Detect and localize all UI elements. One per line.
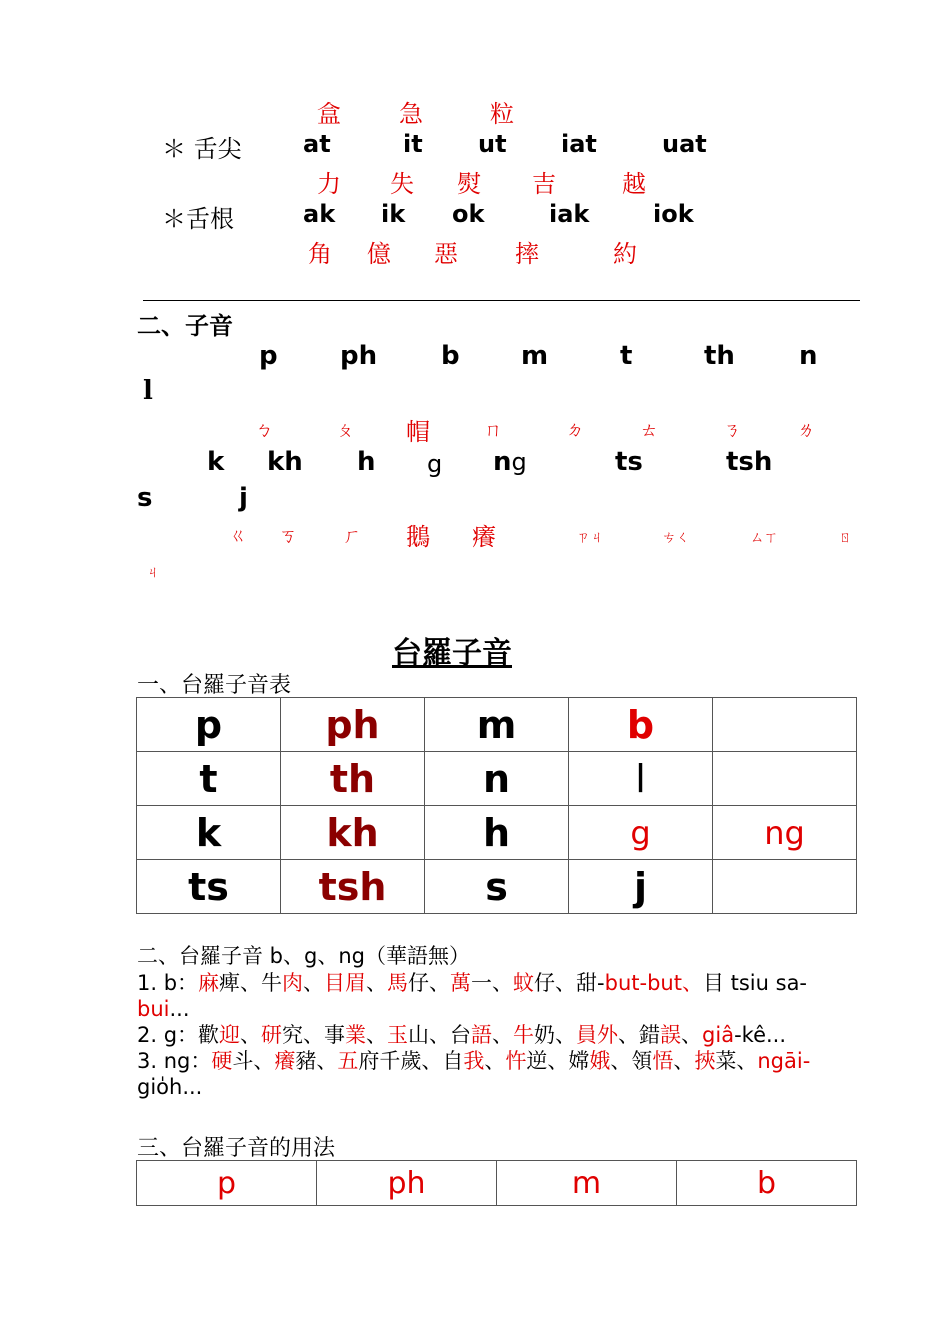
plain-text: 府千歲、自 — [358, 1049, 464, 1073]
consonant: ts — [615, 447, 643, 477]
consonant: b — [441, 341, 460, 371]
final: uat — [662, 130, 707, 158]
example-char: 越 — [622, 170, 646, 198]
final: at — [303, 130, 331, 158]
plain-text: 目 tsiu sa- — [702, 971, 808, 995]
plain-text: 山、台 — [408, 1023, 472, 1047]
example-char: 惡 — [434, 240, 458, 268]
example-char: 粒 — [490, 100, 514, 128]
plain-text: 歡 — [198, 1023, 220, 1047]
plain-text: ... — [169, 997, 190, 1021]
example-words — [137, 997, 190, 1021]
highlight-text: 馬 — [387, 971, 409, 995]
consonant-part: g — [511, 448, 527, 476]
page-title: 台羅子音 — [392, 636, 512, 671]
zhuyin: ㄖ — [838, 530, 852, 546]
final: iok — [653, 200, 694, 228]
plain-text: 、 — [303, 971, 325, 995]
highlight-text: 誤 — [660, 1023, 682, 1047]
consonant: ph — [340, 341, 378, 371]
zhuyin: ㄎ — [279, 526, 297, 547]
highlight-text: 語 — [471, 1023, 493, 1047]
table-row — [137, 806, 857, 860]
table-cell: n — [425, 752, 569, 806]
zhuyin: ㄇ — [484, 420, 502, 441]
zhuyin: ㄉ — [566, 420, 584, 441]
highlight-text: 肉 — [282, 971, 304, 995]
consonant: l — [143, 376, 153, 406]
example-char: 角 — [308, 240, 332, 268]
row-label-tongue-root: ＊舌根 — [162, 205, 234, 233]
final: iak — [549, 200, 590, 228]
zhuyin: ㄌ — [797, 420, 815, 441]
table-cell: ph — [317, 1161, 497, 1206]
plain-text: 、 — [681, 1023, 703, 1047]
example-line-g — [137, 1022, 857, 1048]
example-char: 力 — [317, 170, 341, 198]
example-char: 帽 — [406, 418, 430, 446]
example-char: 癢 — [472, 523, 496, 551]
table-row — [137, 698, 857, 752]
final: ak — [303, 200, 336, 228]
highlight-text: 五 — [337, 1049, 359, 1073]
table-cell: s — [425, 860, 569, 914]
example-char: 約 — [613, 240, 637, 268]
plain-text: 、 — [492, 1023, 514, 1047]
plain-text: 斗、 — [232, 1049, 275, 1073]
plain-text: 仔、甜- — [534, 971, 605, 995]
example-words — [211, 1049, 810, 1073]
final: ut — [478, 130, 507, 158]
zhuyin: ㄊ — [640, 420, 658, 441]
highlight-text: 目眉 — [324, 971, 367, 995]
divider-line — [143, 300, 860, 301]
table-row — [137, 752, 857, 806]
consonant: s — [137, 483, 153, 513]
table-cell: m — [425, 698, 569, 752]
plain-text: 仔、 — [408, 971, 451, 995]
table-cell — [713, 860, 857, 914]
table-cell — [713, 698, 857, 752]
highlight-text: 迎 — [219, 1023, 241, 1047]
consonant: kh — [267, 447, 303, 477]
consonant-table — [136, 697, 857, 914]
plain-text: 菜、 — [715, 1049, 758, 1073]
plain-text: 奶、 — [534, 1023, 577, 1047]
highlight-text: 蚊 — [513, 971, 535, 995]
section-heading-table: 一、台羅子音表 — [137, 673, 292, 698]
table-cell: b — [677, 1161, 857, 1206]
table-cell: m — [497, 1161, 677, 1206]
highlight-text: 員外 — [576, 1023, 619, 1047]
line-prefix: 3. ng： — [137, 1049, 212, 1073]
highlight-text: 我 — [463, 1049, 485, 1073]
highlight-text: but-but、 — [604, 971, 703, 995]
example-words — [198, 1023, 786, 1047]
consonant: k — [207, 447, 225, 477]
table-cell: p — [137, 1161, 317, 1206]
highlight-text: 麻 — [198, 971, 220, 995]
table-cell: h — [425, 806, 569, 860]
highlight-text: giâ — [702, 1023, 735, 1047]
table-cell: ph — [281, 698, 425, 752]
consonant: n — [799, 341, 818, 371]
example-line-ng — [137, 1048, 857, 1100]
table-cell: p — [137, 698, 281, 752]
consonant: g — [427, 450, 443, 478]
line-prefix: 2. g： — [137, 1023, 199, 1047]
table-cell: l — [569, 752, 713, 806]
example-char: 摔 — [515, 240, 539, 268]
highlight-text: 牛 — [513, 1023, 535, 1047]
table-cell: k — [137, 806, 281, 860]
section-heading-usage: 三、台羅子音的用法 — [137, 1136, 336, 1161]
zhuyin: ㄋ — [723, 420, 741, 441]
consonant: th — [704, 341, 735, 371]
final: iat — [561, 130, 597, 158]
final: ok — [452, 200, 485, 228]
zhuyin: ㄐ — [146, 565, 160, 581]
final: ik — [381, 200, 406, 228]
highlight-text: 忤 — [505, 1049, 527, 1073]
example-char: 急 — [399, 100, 423, 128]
example-char: 吉 — [532, 170, 556, 198]
section-heading-bgng: 二、台羅子音 b、g、ng（華語無） — [137, 944, 470, 968]
consonant: h — [357, 447, 376, 477]
highlight-text: 挾 — [694, 1049, 716, 1073]
plain-text: 、 — [240, 1023, 262, 1047]
zhuyin: ㄙㄒ — [750, 530, 778, 546]
highlight-text: 萬 — [450, 971, 472, 995]
table-cell: t — [137, 752, 281, 806]
consonant: m — [521, 341, 549, 371]
plain-text: 痺、牛 — [219, 971, 283, 995]
zhuyin: ㄏ — [343, 526, 361, 547]
consonant: t — [620, 341, 633, 371]
zhuyin: ㄅ — [255, 420, 273, 441]
plain-text: 究、事 — [282, 1023, 346, 1047]
plain-text: 、 — [366, 971, 388, 995]
highlight-text: 研 — [261, 1023, 283, 1047]
highlight-text: ngāi- — [757, 1049, 811, 1073]
plain-text: 、領 — [610, 1049, 653, 1073]
consonant: j — [239, 483, 248, 513]
plain-text: 豬、 — [295, 1049, 338, 1073]
usage-table — [136, 1160, 857, 1206]
example-words — [137, 1075, 202, 1099]
highlight-text: 業 — [345, 1023, 367, 1047]
table-cell: kh — [281, 806, 425, 860]
zhuyin: ㄗㄐ — [576, 530, 604, 546]
section-heading-consonants: 二、子音 — [137, 311, 233, 340]
table-cell: th — [281, 752, 425, 806]
highlight-text: bui — [137, 997, 170, 1021]
table-cell: j — [569, 860, 713, 914]
table-cell: tsh — [281, 860, 425, 914]
consonant-part: n — [493, 447, 512, 477]
example-char: 盒 — [317, 100, 341, 128]
line-prefix: 1. b： — [137, 971, 199, 995]
consonant — [493, 447, 527, 477]
plain-text: gio̍h... — [137, 1075, 203, 1099]
zhuyin: ㄆ — [336, 420, 354, 441]
table-row — [137, 860, 857, 914]
plain-text: 逆、嫦 — [526, 1049, 590, 1073]
example-line-b — [137, 970, 857, 1022]
example-char: 億 — [367, 240, 391, 268]
table-cell: ts — [137, 860, 281, 914]
consonant: tsh — [726, 447, 773, 477]
row-label-tongue-tip: ＊ 舌尖 — [162, 135, 242, 163]
example-words — [198, 971, 807, 995]
table-cell: ng — [713, 806, 857, 860]
table-row — [137, 1161, 857, 1206]
consonant: p — [259, 341, 278, 371]
zhuyin: ㄘㄑ — [662, 530, 690, 546]
highlight-text: 玉 — [387, 1023, 409, 1047]
highlight-text: 悟 — [652, 1049, 674, 1073]
plain-text: 、 — [484, 1049, 506, 1073]
highlight-text: 娥 — [589, 1049, 611, 1073]
example-char: 鵝 — [406, 523, 430, 551]
zhuyin: ㄍ — [229, 526, 247, 547]
plain-text: 一、 — [471, 971, 514, 995]
plain-text: -kê... — [734, 1023, 787, 1047]
table-cell — [713, 752, 857, 806]
table-cell: b — [569, 698, 713, 752]
table-cell: g — [569, 806, 713, 860]
final: it — [403, 130, 423, 158]
plain-text: 、錯 — [618, 1023, 661, 1047]
plain-text: 、 — [673, 1049, 695, 1073]
highlight-text: 癢 — [274, 1049, 296, 1073]
plain-text: 、 — [366, 1023, 388, 1047]
example-char: 失 — [390, 170, 414, 198]
example-char: 熨 — [457, 170, 481, 198]
highlight-text: 硬 — [211, 1049, 233, 1073]
